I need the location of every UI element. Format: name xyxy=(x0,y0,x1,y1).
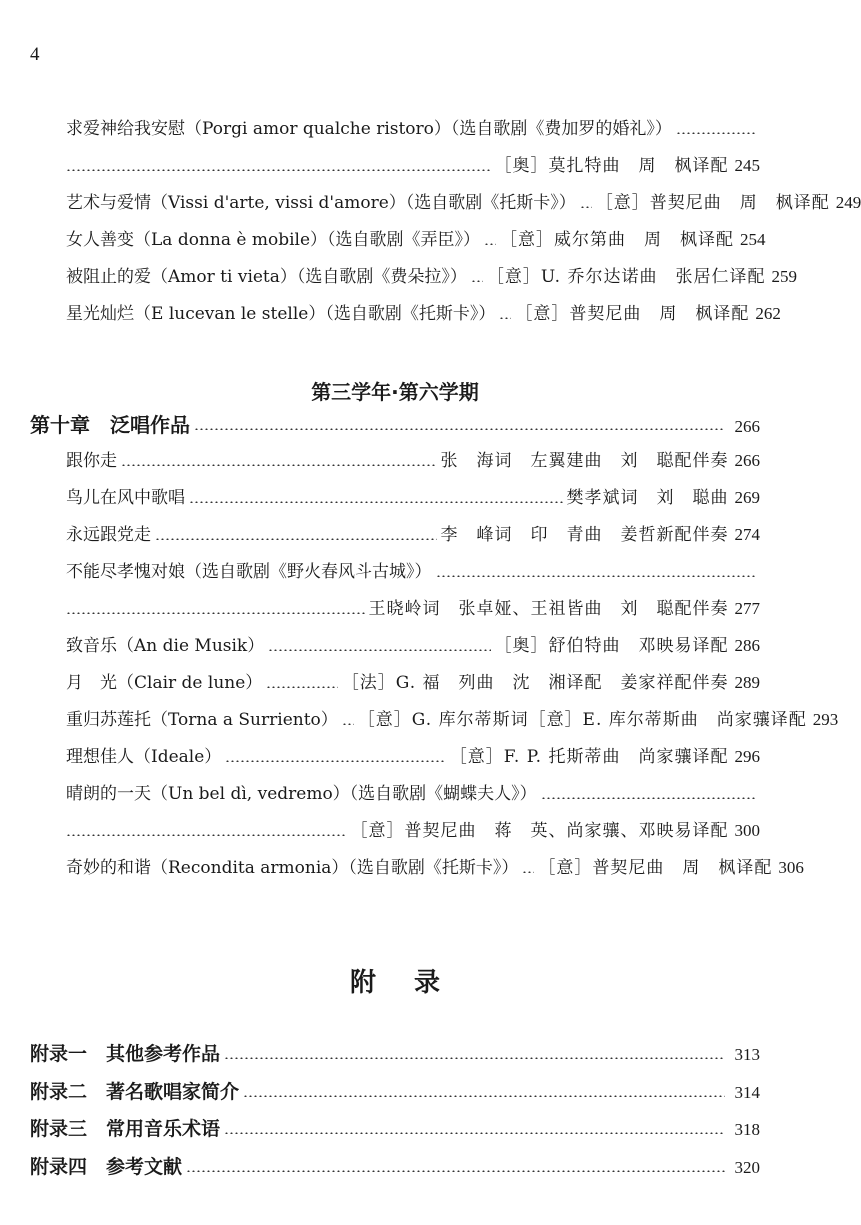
entry-title: 重归苏莲托（Torna a Surriento） xyxy=(66,710,338,730)
entry-page: 269 xyxy=(734,488,760,507)
toc-entry[interactable] xyxy=(66,668,760,698)
entry-title: 永远跟党走 xyxy=(66,525,151,545)
entry-title: 附录一 其他参考作品 xyxy=(30,1043,221,1065)
entry-title: 星光灿烂（E lucevan le stelle）（选自歌剧《托斯卡》） xyxy=(66,304,496,324)
toc-entry[interactable] xyxy=(66,742,760,772)
appendix-title: 附录 xyxy=(349,968,478,998)
entry-page: 286 xyxy=(734,636,760,655)
dot-leader xyxy=(225,760,445,762)
entry-credit: ［奥］舒伯特曲 邓映易译配 xyxy=(494,636,729,656)
entry-page: 254 xyxy=(740,230,766,249)
entry-page: 289 xyxy=(734,673,760,692)
dot-leader xyxy=(499,317,511,319)
dot-leader xyxy=(484,243,496,245)
entry-page: 274 xyxy=(734,525,760,544)
entry-page: 259 xyxy=(771,267,797,286)
entry-title: 晴朗的一天（Un bel dì, vedremo）（选自歌剧《蝴蝶夫人》） xyxy=(66,784,537,804)
dot-leader xyxy=(194,428,725,430)
entry-credit: ［意］G. 库尔蒂斯词［意］E. 库尔蒂斯曲 尚家骧译配 xyxy=(357,710,807,730)
dot-leader xyxy=(268,649,490,651)
chapter-title: 第十章 泛唱作品 xyxy=(30,413,190,437)
toc-entry[interactable] xyxy=(66,188,861,218)
toc-entry[interactable] xyxy=(66,114,760,144)
entry-page: 314 xyxy=(734,1082,760,1102)
entry-credit: 王晓岭词 张卓娅、王祖皆曲 刘 聪配伴奏 xyxy=(368,599,729,619)
entry-title: 附录四 参考文献 xyxy=(30,1155,183,1178)
entry-page: 262 xyxy=(755,304,781,323)
toc-entry[interactable] xyxy=(66,446,760,476)
entry-credit: ［意］U. 乔尔达诺曲 张居仁译配 xyxy=(486,267,766,287)
entry-title: 求爱神给我安慰（Porgi amor qualche ristoro）（选自歌剧《费加罗的婚礼》） xyxy=(66,119,672,139)
toc-entry[interactable] xyxy=(66,262,797,292)
toc-entry[interactable] xyxy=(66,705,839,735)
chapter-heading[interactable] xyxy=(30,410,760,440)
entry-credit: 樊孝斌词 刘 聪曲 xyxy=(566,488,729,508)
toc-entry[interactable] xyxy=(66,299,781,329)
entry-page: 320 xyxy=(734,1157,760,1177)
dot-leader xyxy=(243,1095,724,1097)
page-number: 4 xyxy=(30,44,40,65)
toc-entry[interactable] xyxy=(66,225,766,255)
entry-credit: ［意］普契尼曲 周 枫译配 xyxy=(515,304,750,324)
dot-leader xyxy=(224,1057,724,1059)
dot-leader xyxy=(541,797,756,799)
dot-leader xyxy=(342,723,354,725)
entry-credit: ［意］普契尼曲 周 枫译配 xyxy=(538,858,773,878)
entry-page: 300 xyxy=(734,821,760,840)
toc-entry[interactable] xyxy=(66,520,760,550)
dot-leader xyxy=(66,834,347,836)
dot-leader xyxy=(266,686,337,688)
dot-leader xyxy=(189,501,563,503)
dot-leader xyxy=(186,1170,724,1172)
entry-title: 被阻止的爱（Amor ti vieta）（选自歌剧《费朵拉》） xyxy=(66,267,467,287)
entry-credit: 李 峰词 印 青曲 姜哲新配伴奏 xyxy=(440,525,729,545)
entry-title: 理想佳人（Ideale） xyxy=(66,747,222,767)
dot-leader xyxy=(676,132,756,134)
entry-page: 313 xyxy=(734,1045,760,1064)
toc-entry[interactable] xyxy=(66,816,760,846)
toc-entry[interactable] xyxy=(66,151,760,181)
dot-leader xyxy=(121,464,437,466)
toc-entry[interactable] xyxy=(66,594,760,624)
toc-entry[interactable] xyxy=(30,1039,760,1069)
entry-page: 296 xyxy=(734,747,760,766)
toc-entry[interactable] xyxy=(66,779,760,809)
entry-title: 艺术与爱情（Vissi d'arte, vissi d'amore）（选自歌剧《托斯卡》） xyxy=(66,193,576,213)
entry-title: 奇妙的和谐（Recondita armonia）（选自歌剧《托斯卡》） xyxy=(66,858,519,878)
entry-title: 致音乐（An die Musik） xyxy=(66,636,265,656)
toc-entry[interactable] xyxy=(66,631,760,661)
entry-title: 附录三 常用音乐术语 xyxy=(30,1118,221,1140)
entry-credit: ［意］普契尼曲 周 枫译配 xyxy=(595,193,830,213)
entry-page: 306 xyxy=(778,858,804,877)
dot-leader xyxy=(471,280,483,282)
entry-credit: ［法］G. 福 列曲 沈 湘译配 姜家祥配伴奏 xyxy=(341,673,729,693)
dot-leader xyxy=(580,206,592,208)
toc-entry[interactable] xyxy=(30,1114,760,1144)
dot-leader xyxy=(66,612,365,614)
dot-leader xyxy=(66,169,491,171)
toc-entry[interactable] xyxy=(66,557,760,587)
entry-title: 附录二 著名歌唱家简介 xyxy=(30,1080,240,1103)
entry-page: 318 xyxy=(734,1120,760,1139)
dot-leader xyxy=(224,1132,724,1134)
entry-page: 266 xyxy=(734,451,760,470)
entry-page: 293 xyxy=(812,710,839,729)
entry-title: 月 光（Clair de lune） xyxy=(66,673,263,693)
entry-page: 245 xyxy=(734,156,760,175)
dot-leader xyxy=(436,575,757,577)
dot-leader xyxy=(522,871,534,873)
entry-credit: ［奥］莫扎特曲 周 枫译配 xyxy=(494,156,729,176)
entry-title: 女人善变（La donna è mobile）（选自歌剧《弄臣》） xyxy=(66,230,481,250)
entry-title: 鸟儿在风中歌唱 xyxy=(66,488,185,508)
toc-entry[interactable] xyxy=(66,483,760,513)
toc-entry[interactable] xyxy=(30,1152,760,1182)
entry-title: 不能尽孝愧对娘（选自歌剧《野火春风斗古城》） xyxy=(66,562,432,582)
entry-title: 跟你走 xyxy=(66,451,117,471)
toc-entry[interactable] xyxy=(66,853,804,883)
dot-leader xyxy=(155,538,437,540)
entry-page: 249 xyxy=(835,193,861,212)
toc-entry[interactable] xyxy=(30,1077,760,1107)
entry-credit: 张 海词 左翼建曲 刘 聪配伴奏 xyxy=(440,451,729,471)
chapter-page: 266 xyxy=(734,417,760,436)
entry-credit: ［意］普契尼曲 蒋 英、尚家骧、邓映易译配 xyxy=(350,821,729,841)
entry-credit: ［意］威尔第曲 周 枫译配 xyxy=(500,230,735,250)
entry-page: 277 xyxy=(734,599,760,618)
entry-credit: ［意］F. P. 托斯蒂曲 尚家骧译配 xyxy=(449,747,729,767)
section-title: 第三学年·第六学期 xyxy=(311,380,479,404)
